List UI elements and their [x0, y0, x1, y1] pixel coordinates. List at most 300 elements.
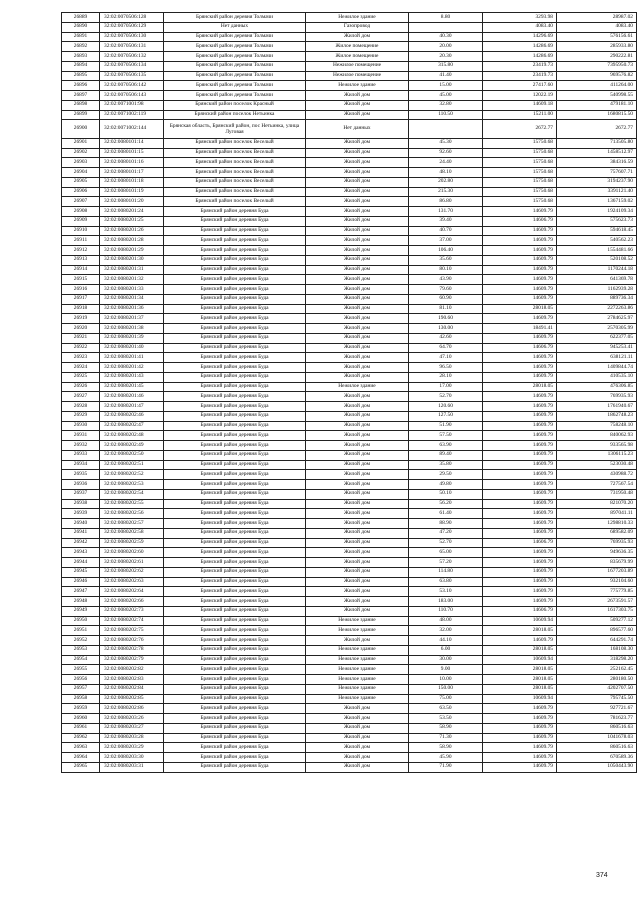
table-row — [62, 655, 637, 665]
cadastral-value-cell: 897041.11 — [557, 509, 637, 519]
table-row — [62, 52, 637, 62]
specific-value-cell: 14609.79 — [483, 704, 557, 714]
area-cell: 50.10 — [409, 489, 483, 499]
cadastral-number-cell: 32:02:0080201:37 — [100, 314, 164, 324]
cadastral-number-cell: 32:02:0080201:45 — [100, 382, 164, 392]
object-type-cell: Жилой дом — [306, 499, 409, 509]
cadastral-number-cell: 32:02:0080202:82 — [100, 665, 164, 675]
area-cell: 80.10 — [409, 265, 483, 275]
area-cell: 63.80 — [409, 577, 483, 587]
row-number-cell: 26891 — [62, 32, 100, 42]
row-number-cell: 26895 — [62, 71, 100, 81]
table-row — [62, 577, 637, 587]
cadastral-number-cell: 32:02:0080203:26 — [100, 714, 164, 724]
cadastral-number-cell: 32:02:0080202:61 — [100, 558, 164, 568]
area-cell: 53.50 — [409, 714, 483, 724]
object-type-cell: Жилой дом — [306, 285, 409, 295]
cadastral-number-cell: 32:02:0080202:85 — [100, 694, 164, 704]
address-cell: Брянский район деревня Буда — [164, 343, 306, 353]
address-cell: Брянский район деревня Буда — [164, 411, 306, 421]
specific-value-cell: 14609.79 — [483, 519, 557, 529]
table-row — [62, 470, 637, 480]
object-type-cell: Жилой дом — [306, 158, 409, 168]
cadastral-value-cell: 411264.00 — [557, 81, 637, 91]
address-cell: Брянский район деревня Буда — [164, 333, 306, 343]
cadastral-number-cell: 32:02:0080201:41 — [100, 353, 164, 363]
address-cell: Брянский район деревня Буда — [164, 616, 306, 626]
specific-value-cell: 28018.05 — [483, 675, 557, 685]
specific-value-cell: 14609.79 — [483, 528, 557, 538]
object-type-cell: Жилой дом — [306, 733, 409, 743]
specific-value-cell: 14609.79 — [483, 548, 557, 558]
specific-value-cell: 14609.79 — [483, 587, 557, 597]
object-type-cell: Жилое помещение — [306, 52, 409, 62]
address-cell: Брянский район поселок Нетьинка — [164, 110, 306, 120]
address-cell: Брянский район деревня Толмачи — [164, 42, 306, 52]
cadastral-value-cell: 1761940.67 — [557, 402, 637, 412]
area-cell — [409, 120, 483, 139]
table-row — [62, 236, 637, 246]
specific-value-cell: 14286.69 — [483, 52, 557, 62]
table-row — [62, 499, 637, 509]
area-cell: 47.20 — [409, 528, 483, 538]
specific-value-cell: 14609.79 — [483, 597, 557, 607]
area-cell: 63.90 — [409, 441, 483, 451]
cadastral-number-cell: 32:02:0080201:47 — [100, 402, 164, 412]
area-cell: 57.50 — [409, 431, 483, 441]
cadastral-number-cell: 32:02:0080203:31 — [100, 762, 164, 772]
address-cell: Брянский район поселок Веселый — [164, 177, 306, 187]
specific-value-cell: 14606.79 — [483, 606, 557, 616]
table-row — [62, 411, 637, 421]
table-row — [62, 489, 637, 499]
table-row — [62, 421, 637, 431]
row-number-cell: 26900 — [62, 120, 100, 139]
area-cell: 106.40 — [409, 246, 483, 256]
cadastral-value-cell: 933565.98 — [557, 441, 637, 451]
cadastral-number-cell: 32:02:0080201:34 — [100, 294, 164, 304]
object-type-cell: Жилой дом — [306, 421, 409, 431]
table-row — [62, 723, 637, 733]
object-type-cell: Жилой дом — [306, 538, 409, 548]
area-cell: 48.00 — [409, 616, 483, 626]
area-cell: 120.60 — [409, 402, 483, 412]
cadastral-value-cell: 860516.63 — [557, 743, 637, 753]
address-cell: Брянский район деревня Буда — [164, 577, 306, 587]
cadastral-number-cell: 32:02:0080202:52 — [100, 470, 164, 480]
area-cell: 190.60 — [409, 314, 483, 324]
cadastral-number-cell: 32:02:0070506:134 — [100, 61, 164, 71]
row-number-cell: 26934 — [62, 460, 100, 470]
cadastral-value-cell: 689582.09 — [557, 528, 637, 538]
address-cell: Брянский район деревня Буда — [164, 519, 306, 529]
row-number-cell: 26936 — [62, 480, 100, 490]
object-type-cell: Жилой дом — [306, 577, 409, 587]
table-row — [62, 285, 637, 295]
specific-value-cell: 14609.79 — [483, 470, 557, 480]
specific-value-cell: 10609.94 — [483, 694, 557, 704]
specific-value-cell: 14606.79 — [483, 343, 557, 353]
specific-value-cell: 27417.60 — [483, 81, 557, 91]
area-cell: 183.00 — [409, 597, 483, 607]
area-cell: 15.00 — [409, 81, 483, 91]
row-number-cell: 26940 — [62, 519, 100, 529]
row-number-cell: 26911 — [62, 236, 100, 246]
cadastral-value-cell: 280180.50 — [557, 675, 637, 685]
cadastral-value-cell: 479181.10 — [557, 100, 637, 110]
table-row — [62, 246, 637, 256]
cadastral-value-cell: 840062.93 — [557, 431, 637, 441]
cadastral-value-cell: 1677203.89 — [557, 567, 637, 577]
address-cell: Брянский район деревня Буда — [164, 216, 306, 226]
address-cell: Брянский район деревня Буда — [164, 675, 306, 685]
address-cell: Брянский район деревня Буда — [164, 606, 306, 616]
specific-value-cell: 28018.05 — [483, 382, 557, 392]
specific-value-cell: 15750.68 — [483, 177, 557, 187]
row-number-cell: 26952 — [62, 636, 100, 646]
area-cell: 47.10 — [409, 353, 483, 363]
cadastral-value-cell: 775779.85 — [557, 587, 637, 597]
table-row — [62, 13, 637, 23]
row-number-cell: 26889 — [62, 13, 100, 23]
cadastral-value-cell: 1298810.33 — [557, 519, 637, 529]
area-cell — [409, 22, 483, 32]
specific-value-cell: 14609.79 — [483, 314, 557, 324]
table-row — [62, 392, 637, 402]
specific-value-cell: 14609.79 — [483, 460, 557, 470]
area-cell: 20.00 — [409, 42, 483, 52]
address-cell: Брянский район деревня Буда — [164, 714, 306, 724]
area-cell: 53.10 — [409, 587, 483, 597]
row-number-cell: 26908 — [62, 207, 100, 217]
row-number-cell: 26945 — [62, 567, 100, 577]
address-cell: Брянский район деревня Буда — [164, 246, 306, 256]
object-type-cell: Нежилое здание — [306, 694, 409, 704]
object-type-cell: Жилой дом — [306, 704, 409, 714]
cadastral-value-cell: 641369.78 — [557, 275, 637, 285]
object-type-cell: Жилое помещение — [306, 42, 409, 52]
table-row — [62, 216, 637, 226]
area-cell: 56.20 — [409, 499, 483, 509]
address-cell: Брянский район поселок Веселый — [164, 138, 306, 148]
table-row — [62, 743, 637, 753]
specific-value-cell: 14609.79 — [483, 567, 557, 577]
cadastral-number-cell: 32:02:0080202:86 — [100, 704, 164, 714]
area-cell: 10.00 — [409, 675, 483, 685]
table-row — [62, 177, 637, 187]
specific-value-cell: 14609.79 — [483, 372, 557, 382]
area-cell: 44.10 — [409, 636, 483, 646]
row-number-cell: 26941 — [62, 528, 100, 538]
cadastral-value-cell: 1162939.28 — [557, 285, 637, 295]
address-cell: Брянский район деревня Буда — [164, 723, 306, 733]
cadastral-value-cell: 769935.93 — [557, 392, 637, 402]
address-cell: Брянский район деревня Буда — [164, 421, 306, 431]
cadastral-number-cell: 32:02:0080202:54 — [100, 489, 164, 499]
specific-value-cell: 14609.79 — [483, 489, 557, 499]
row-number-cell: 26938 — [62, 499, 100, 509]
row-number-cell: 26933 — [62, 450, 100, 460]
specific-value-cell: 28018.05 — [483, 304, 557, 314]
area-cell: 202.80 — [409, 177, 483, 187]
address-cell: Брянский район деревня Буда — [164, 558, 306, 568]
specific-value-cell: 28018.05 — [483, 684, 557, 694]
area-cell: 45.00 — [409, 91, 483, 101]
table-row — [62, 22, 637, 32]
cadastral-number-cell: 32:02:0080202:56 — [100, 509, 164, 519]
cadastral-value-cell: 1367159.02 — [557, 197, 637, 207]
address-cell: Брянский район деревня Буда — [164, 226, 306, 236]
address-cell: Брянский район деревня Буда — [164, 645, 306, 655]
cadastral-value-cell: 1050443.90 — [557, 762, 637, 772]
table-row — [62, 450, 637, 460]
cadastral-number-cell: 32:02:0080101:17 — [100, 168, 164, 178]
object-type-cell: Жилой дом — [306, 314, 409, 324]
row-number-cell: 26917 — [62, 294, 100, 304]
specific-value-cell: 15750.68 — [483, 138, 557, 148]
area-cell: 315.80 — [409, 61, 483, 71]
row-number-cell: 26905 — [62, 177, 100, 187]
cadastral-value-cell: 932104.60 — [557, 577, 637, 587]
table-row — [62, 762, 637, 772]
row-number-cell: 26935 — [62, 470, 100, 480]
area-cell: 127.50 — [409, 411, 483, 421]
row-number-cell: 26926 — [62, 382, 100, 392]
cadastral-number-cell: 32:02:0080203:27 — [100, 723, 164, 733]
address-cell: Брянский район деревня Буда — [164, 275, 306, 285]
address-cell: Брянский район деревня Буда — [164, 372, 306, 382]
area-cell: 35.60 — [409, 255, 483, 265]
table-row — [62, 294, 637, 304]
area-cell: 81.10 — [409, 304, 483, 314]
object-type-cell: Жилой дом — [306, 431, 409, 441]
cadastral-value-cell: 1924109.34 — [557, 207, 637, 217]
row-number-cell: 26931 — [62, 431, 100, 441]
table-row — [62, 265, 637, 275]
cadastral-value-cell: 1041678.03 — [557, 733, 637, 743]
cadastral-number-cell: 32:02:0080201:25 — [100, 216, 164, 226]
address-cell: Брянский район деревня Буда — [164, 363, 306, 373]
cadastral-value-table — [61, 12, 637, 773]
row-number-cell: 26960 — [62, 714, 100, 724]
cadastral-value-cell: 860516.63 — [557, 723, 637, 733]
specific-value-cell: 14609.79 — [483, 226, 557, 236]
cadastral-value-cell: 520108.52 — [557, 255, 637, 265]
row-number-cell: 26896 — [62, 81, 100, 91]
object-type-cell: Жилой дом — [306, 509, 409, 519]
specific-value-cell: 14609.79 — [483, 207, 557, 217]
address-cell: Брянский район деревня Буда — [164, 704, 306, 714]
table-row — [62, 558, 637, 568]
specific-value-cell: 28018.05 — [483, 665, 557, 675]
cadastral-number-cell: 32:02:0080201:39 — [100, 333, 164, 343]
cadastral-value-cell: 168108.30 — [557, 645, 637, 655]
cadastral-number-cell: 32:02:0080201:29 — [100, 246, 164, 256]
specific-value-cell: 14609.79 — [483, 246, 557, 256]
row-number-cell: 26918 — [62, 304, 100, 314]
object-type-cell: Жилой дом — [306, 138, 409, 148]
area-cell: 40.70 — [409, 226, 483, 236]
cadastral-value-cell: 713505.80 — [557, 138, 637, 148]
cadastral-value-cell: 1617303.75 — [557, 606, 637, 616]
cadastral-number-cell: 32:02:0080203:29 — [100, 743, 164, 753]
address-cell: Брянский район деревня Толмачи — [164, 91, 306, 101]
row-number-cell: 26912 — [62, 246, 100, 256]
cadastral-value-cell: 949636.35 — [557, 548, 637, 558]
object-type-cell: Нежилое здание — [306, 616, 409, 626]
cadastral-number-cell: 32:02:0080202:79 — [100, 655, 164, 665]
cadastral-value-cell: 889736.34 — [557, 294, 637, 304]
address-cell: Брянский район деревня Буда — [164, 733, 306, 743]
cadastral-value-cell: 969576.82 — [557, 71, 637, 81]
cadastral-value-cell: 896577.60 — [557, 626, 637, 636]
table-row — [62, 441, 637, 451]
cadastral-value-cell: 1409844.74 — [557, 363, 637, 373]
address-cell: Брянский район деревня Буда — [164, 324, 306, 334]
area-cell: 71.90 — [409, 762, 483, 772]
table-row — [62, 597, 637, 607]
cadastral-value-cell: 821070.20 — [557, 499, 637, 509]
object-type-cell: Нежилое здание — [306, 665, 409, 675]
cadastral-number-cell: 32:02:0080201:38 — [100, 324, 164, 334]
row-number-cell: 26921 — [62, 333, 100, 343]
area-cell: 43.90 — [409, 275, 483, 285]
object-type-cell: Нежилое здание — [306, 13, 409, 23]
specific-value-cell: 2672.77 — [483, 120, 557, 139]
cadastral-number-cell: 32:02:0080201:42 — [100, 363, 164, 373]
row-number-cell: 26954 — [62, 655, 100, 665]
cadastral-number-cell: 32:02:0080203:28 — [100, 733, 164, 743]
address-cell: Брянский район деревня Толмачи — [164, 81, 306, 91]
object-type-cell: Жилой дом — [306, 294, 409, 304]
specific-value-cell: 14606.79 — [483, 538, 557, 548]
address-cell: Брянский район поселок Веселый — [164, 148, 306, 158]
table-row — [62, 636, 637, 646]
cadastral-value-cell: 927721.67 — [557, 704, 637, 714]
table-row — [62, 402, 637, 412]
object-type-cell: Жилой дом — [306, 197, 409, 207]
cadastral-value-cell: 476306.85 — [557, 382, 637, 392]
object-type-cell: Жилой дом — [306, 411, 409, 421]
object-type-cell: Жилой дом — [306, 714, 409, 724]
specific-value-cell: 4083.40 — [483, 22, 557, 32]
specific-value-cell: 14609.79 — [483, 255, 557, 265]
cadastral-number-cell: 32:02:0080202:60 — [100, 548, 164, 558]
cadastral-value-cell: 727567.54 — [557, 480, 637, 490]
object-type-cell: Жилой дом — [306, 450, 409, 460]
address-cell: Брянский район деревня Буда — [164, 587, 306, 597]
table-row — [62, 606, 637, 616]
table-row — [62, 548, 637, 558]
object-type-cell: Жилой дом — [306, 762, 409, 772]
address-cell: Брянский район деревня Буда — [164, 626, 306, 636]
table-row — [62, 694, 637, 704]
row-number-cell: 26965 — [62, 762, 100, 772]
cadastral-number-cell: 32:02:0080202:50 — [100, 450, 164, 460]
object-type-cell: Жилой дом — [306, 255, 409, 265]
table-row — [62, 363, 637, 373]
cadastral-number-cell: 32:02:0071001:98 — [100, 100, 164, 110]
address-cell: Брянский район деревня Буда — [164, 207, 306, 217]
row-number-cell: 26913 — [62, 255, 100, 265]
specific-value-cell: 14609.79 — [483, 723, 557, 733]
object-type-cell: Жилой дом — [306, 723, 409, 733]
cadastral-value-cell: 644291.74 — [557, 636, 637, 646]
cadastral-value-cell: 2784625.97 — [557, 314, 637, 324]
address-cell: Брянский район деревня Буда — [164, 431, 306, 441]
row-number-cell: 26901 — [62, 138, 100, 148]
row-number-cell: 26894 — [62, 61, 100, 71]
area-cell: 86.80 — [409, 197, 483, 207]
row-number-cell: 26939 — [62, 509, 100, 519]
table-row — [62, 372, 637, 382]
cadastral-number-cell: 32:02:0080202:73 — [100, 606, 164, 616]
table-row — [62, 324, 637, 334]
specific-value-cell: 10609.94 — [483, 655, 557, 665]
row-number-cell: 26964 — [62, 753, 100, 763]
table-row — [62, 275, 637, 285]
cadastral-value-cell: 540998.55 — [557, 91, 637, 101]
table-row — [62, 333, 637, 343]
area-cell: 51.90 — [409, 421, 483, 431]
object-type-cell: Жилой дом — [306, 187, 409, 197]
row-number-cell: 26944 — [62, 558, 100, 568]
cadastral-value-cell: 795745.50 — [557, 694, 637, 704]
cadastral-value-cell: 622377.05 — [557, 333, 637, 343]
row-number-cell: 26932 — [62, 441, 100, 451]
address-cell: Брянский район деревня Буда — [164, 441, 306, 451]
address-cell: Брянский район деревня Буда — [164, 655, 306, 665]
object-type-cell: Жилой дом — [306, 177, 409, 187]
cadastral-value-cell: 509277.12 — [557, 616, 637, 626]
area-cell: 57.20 — [409, 558, 483, 568]
object-type-cell: Нежилое здание — [306, 684, 409, 694]
cadastral-number-cell: 32:02:0080202:49 — [100, 441, 164, 451]
cadastral-number-cell: 32:02:0070506:143 — [100, 91, 164, 101]
area-cell: 114.80 — [409, 567, 483, 577]
address-cell: Брянский район деревня Буда — [164, 304, 306, 314]
row-number-cell: 26927 — [62, 392, 100, 402]
address-cell: Брянский район деревня Буда — [164, 538, 306, 548]
cadastral-value-cell: 945253.41 — [557, 343, 637, 353]
object-type-cell: Жилой дом — [306, 372, 409, 382]
object-type-cell: Жилой дом — [306, 597, 409, 607]
cadastral-value-cell: 758248.10 — [557, 421, 637, 431]
cadastral-number-cell: 32:02:0080202:51 — [100, 460, 164, 470]
address-cell: Брянский район деревня Буда — [164, 294, 306, 304]
area-cell: 6.00 — [409, 645, 483, 655]
table-row — [62, 197, 637, 207]
area-cell: 75.00 — [409, 694, 483, 704]
table-row — [62, 480, 637, 490]
table-row — [62, 431, 637, 441]
specific-value-cell: 14609.79 — [483, 421, 557, 431]
row-number-cell: 26930 — [62, 421, 100, 431]
specific-value-cell: 23419.73 — [483, 61, 557, 71]
table-row — [62, 704, 637, 714]
specific-value-cell: 14609.79 — [483, 714, 557, 724]
address-cell: Брянский район деревня Буда — [164, 509, 306, 519]
object-type-cell: Жилой дом — [306, 441, 409, 451]
address-cell: Брянский район деревня Буда — [164, 236, 306, 246]
specific-value-cell: 14609.79 — [483, 509, 557, 519]
table-row — [62, 626, 637, 636]
area-cell: 52.70 — [409, 392, 483, 402]
address-cell: Брянский район деревня Буда — [164, 255, 306, 265]
table-row — [62, 567, 637, 577]
row-number-cell: 26955 — [62, 665, 100, 675]
address-cell: Брянский район поселок Веселый — [164, 158, 306, 168]
